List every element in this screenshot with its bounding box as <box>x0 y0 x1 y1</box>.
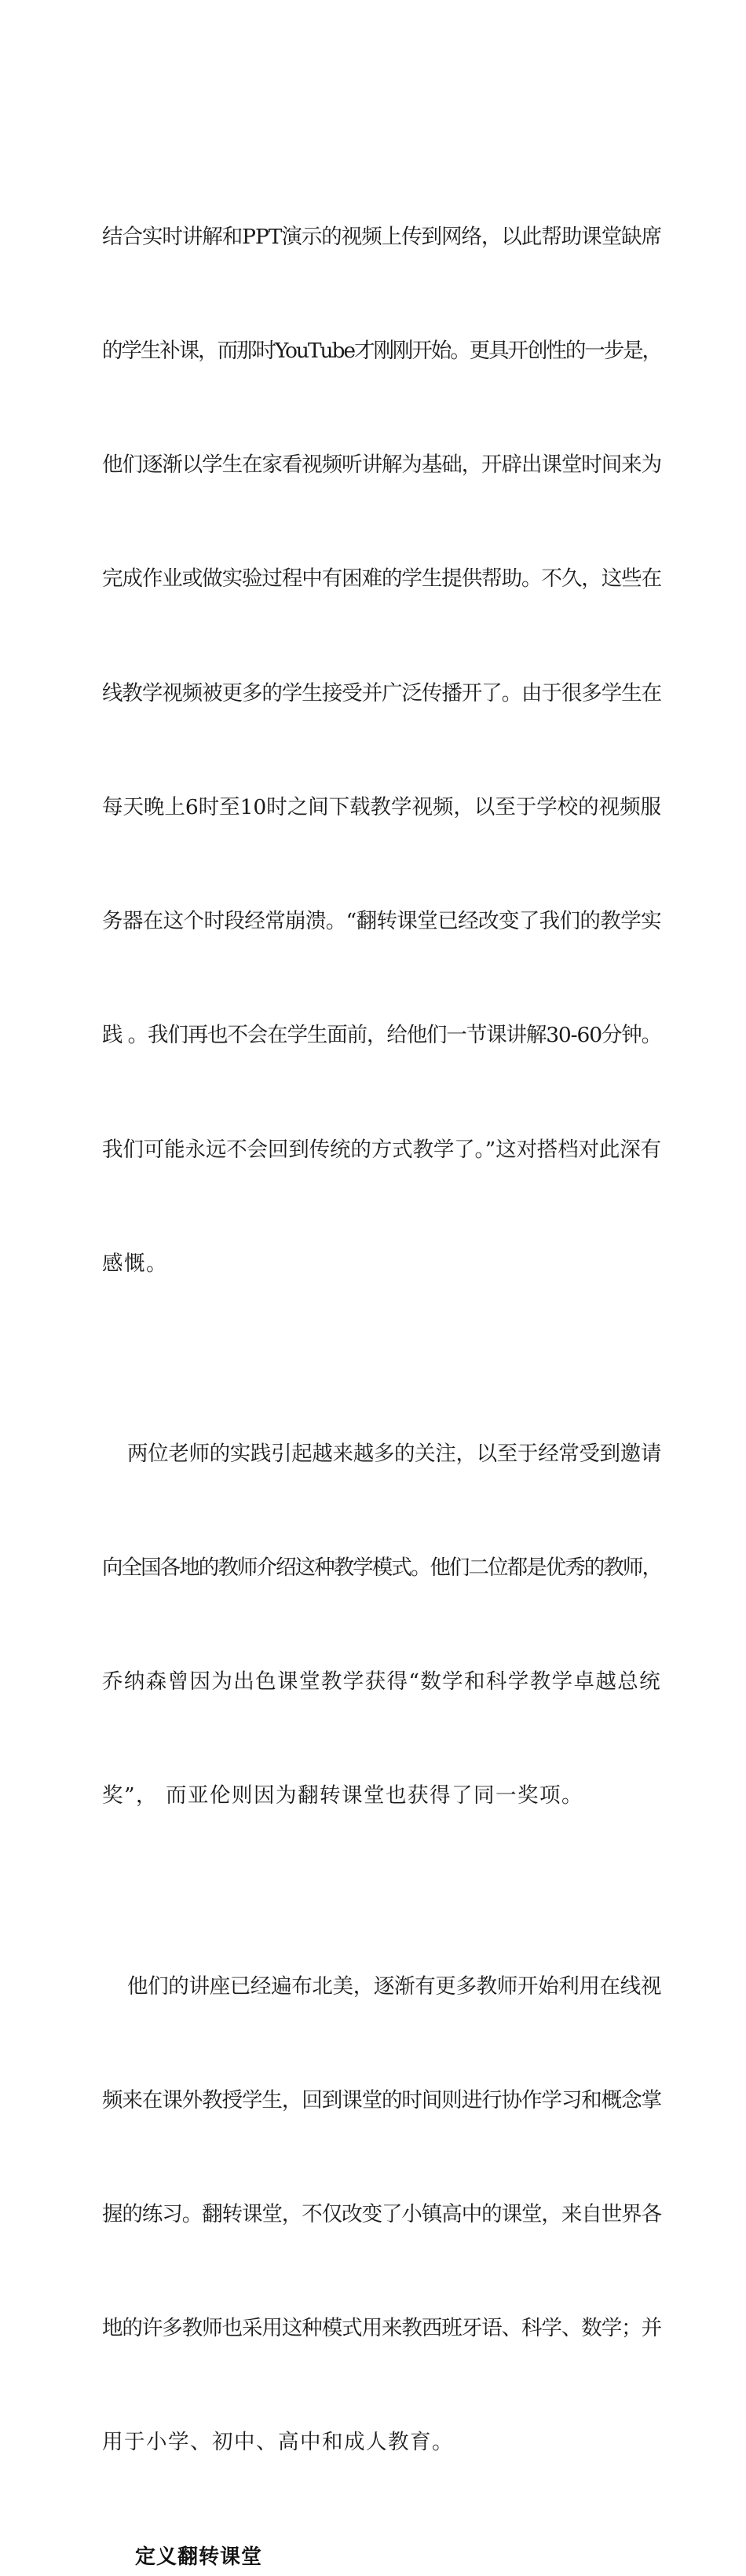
text-line: 他们的讲座已经遍布北美，逐渐有更多教师开始利用在线视 <box>127 1973 661 1999</box>
text-line: 务器在这个时段经常崩溃。“翻转课堂已经改变了我们的教学实 <box>102 909 661 934</box>
text-line: 感慨。 <box>102 1251 168 1276</box>
text-line: 频来在课外教授学生，回到课堂的时间则进行协作学习和概念掌 <box>102 2087 661 2112</box>
text-line: 线教学视频被更多的学生接受并广泛传播开了。由于很多学生在 <box>102 680 661 705</box>
text-line: 结合实时讲解和PPT演示的视频上传到网络，以此帮助课堂缺席 <box>102 224 661 249</box>
text-line: 地的许多教师也采用这种模式用来教西班牙语、科学、数学；并 <box>102 2316 661 2341</box>
section-heading: 定义翻转课堂 <box>135 2545 263 2569</box>
text-line: 践 。我们再也不会在学生面前，给他们一节课讲解30-60分钟。 <box>102 1023 661 1048</box>
paragraph-2 <box>102 1359 661 1892</box>
text-line: 向全国各地的教师介绍这种教学模式。他们二位都是优秀的教师， <box>102 1555 661 1581</box>
text-line: 我们可能永远不会回到传统的方式教学了。”这对搭档对此深有 <box>102 1137 661 1162</box>
text-line: 每天晚上6时至10时之间下载教学视频，以至于学校的视频服 <box>102 794 661 819</box>
text-line: 他们逐渐以学生在家看视频听讲解为基础，开辟出课堂时间来为 <box>102 453 661 478</box>
text-line: 完成作业或做实验过程中有困难的学生提供帮助。不久，这些在 <box>102 566 661 592</box>
text-line: 握的练习。翻转课堂，不仅改变了小镇高中的课堂，来自世界各 <box>102 2201 661 2226</box>
text-line: 用于小学、初中、高中和成人教育。 <box>102 2430 454 2455</box>
paragraph-3 <box>102 1892 661 2538</box>
document-body <box>102 142 661 2576</box>
text-line: 奖”， 而亚伦则因为翻转课堂也获得了同一奖项。 <box>102 1783 583 1808</box>
paragraph-1 <box>102 142 661 1359</box>
text-line: 乔纳森曾因为出色课堂教学获得“数学和科学教学卓越总统 <box>102 1669 661 1695</box>
text-line: 的学生补课，而那时YouTube才刚刚开始。更具开创性的一步是， <box>102 339 661 364</box>
text-line: 两位老师的实践引起越来越多的关注，以至于经常受到邀请 <box>127 1441 661 1466</box>
